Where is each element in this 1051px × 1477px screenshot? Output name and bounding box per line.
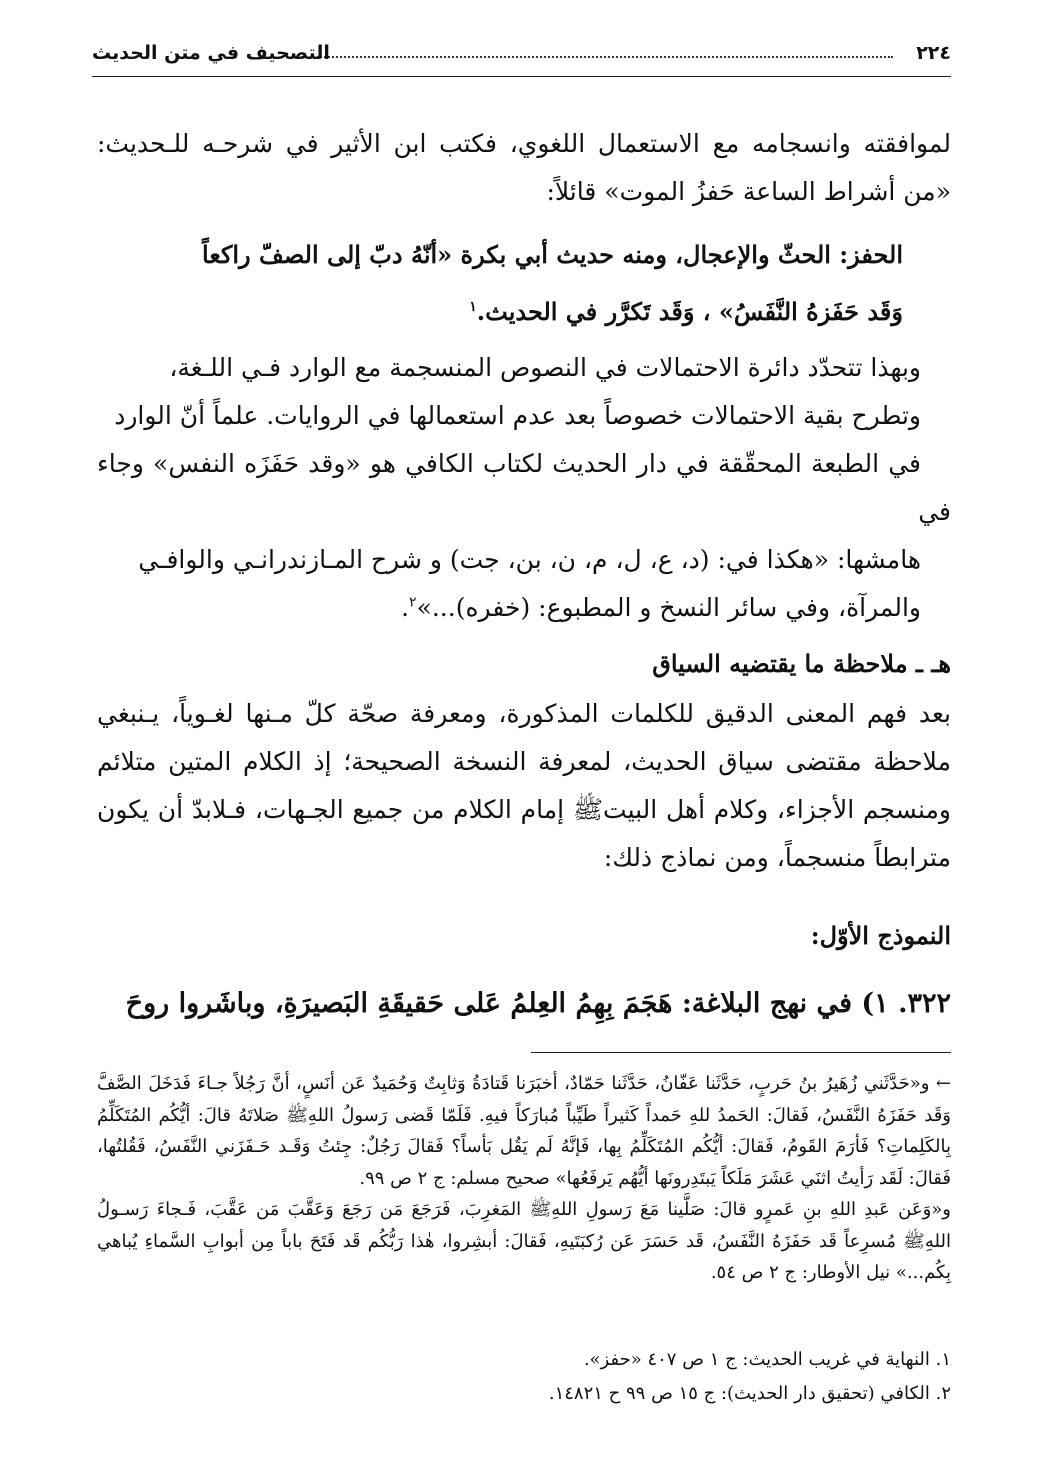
paragraph-2-end: .: [401, 593, 410, 622]
footnote-continued-text: ← و«حَدَّثَني زُهَيرُ بنُ حَربٍ، حَدَّثَنا عَفّانُ، حَدَّثَنا حَمّادٌ، أخبَرَنا قَتادَةُ وَثابِتٌ وَحُمَيدٌ عَن أنَسٍ، أنَّ رَجُلاً جـاءَ فَدَخَلَ الصَّفَّ وَقَد حَفَزَهُ النَّفَسُ، فَقالَ: الحَمدُ للهِ حَمداً كَثيراً طَيِّباً مُبارَكاً فيهِ. فَلَمّا قَضى رَسولُ اللهِﷺ صَلاتَهُ قالَ: أيُّكُم المُتَكَلِّمُ بِالكَلِماتِ؟ فَأرَمَ القَومُ، فَقالَ: أيُّكُم المُتَكَلِّمُ بِها، فَإنَّهُ لَم يَقُل بَأساً؟ فَقالَ رَجُلٌ: جِئتُ وَقَـد حَـفَزَني النَّفَسُ، فَقُلتُها، فَقالَ: لَقَد رَأيتُ اثنَي عَشَرَ مَلَكاً يَبتَدِرونَها أيُّهُم يَرفَعُها» صحيح مسلم: ج ٢ ص ٩٩.: [97, 1073, 951, 1189]
footnote-ref-2: ٢: [409, 594, 417, 611]
paragraph-2-line-1: وبهذا تتحدّد دائرة الاحتمالات في النصوص المنسجمة مع الوارد فـي اللـغة،: [169, 353, 921, 382]
paragraph-2: [97, 344, 951, 632]
sample-heading: النموذج الأوّل:: [810, 921, 951, 950]
paragraph-3: بعد فهم المعنى الدقيق للكلمات المذكورة، ومعرفة صحّة كلّ مـنها لغـوياً، يـنبغي ملاحظة مقتضى سياق الحديث، لمعرفة النسخة الصحيحة؛ إذ الكلام المتين متلائم ومنسجم الأجزاء، وكلام أهل البيتﷺ إمام الكلام من جميع الجـهات، فـلابدّ أن يكون مترابطاً منسجماً، ومن نماذج ذلك:: [97, 699, 951, 872]
running-title: التصحيف في متن الحديث: [92, 42, 330, 64]
running-header: [92, 36, 951, 70]
footnote-ref-1: ١: [469, 299, 477, 315]
quote-block: [97, 226, 903, 340]
footnotes-continued: [97, 1068, 951, 1289]
paragraph-2-line-3: في الطبعة المحقّقة في دار الحديث لكتاب الكافي هو «وقد حَفَزَه النفس» وجاء في: [97, 449, 951, 526]
footnote-1: ١. النهاية في غريب الحديث: ج ١ ص ٤٠٧ «حفز».: [583, 1349, 951, 1370]
page-number: ٢٢٤: [916, 42, 951, 64]
paragraph-2-line-5-text: والمرآة، وفي سائر النسخ و المطبوع: (خفره)...»: [416, 593, 921, 622]
section-heading: هـ ـ ملاحظة ما يقتضيه السياق: [652, 649, 951, 678]
paragraph-2-line-4: هامشها: «هكذا في: (د، ع، ل، م، ن، بن، جت) و شرح المـازندرانـي والوافـي: [138, 545, 921, 574]
example-322: ٣٢٢. ١) في نهج البلاغة: هَجَمَ بِهِمُ العِلمُ عَلى حَقيقَةِ البَصيرَةِ، وباشَروا روحَ: [125, 988, 951, 1019]
quote-line-1: الحفز: الحثّ والإعجال، ومنه حديث أبي بكرة «أنّهُ دبّ إلى الصفّ راكعاً: [202, 240, 903, 269]
footnote-list: [97, 1343, 951, 1411]
quote-line-2: [97, 283, 903, 340]
footnote-2: ٢. الكافي (تحقيق دار الحديث): ج ١٥ ص ٩٩ ح ١٤٨٢١.: [548, 1383, 951, 1404]
footnote-second-text: و«وَعَن عَبدِ اللهِ بنِ عَمرٍو قالَ: صَلَّينا مَعَ رَسولِ اللهِﷺ المَغرِبَ، فَرَجَعَ مَن رَجَعَ وَعَقَّبَ مَن عَقَّبَ، فَـجاءَ رَسـولُ اللهِﷺ مُسرِعاً قَد حَفَزَهُ النَّفَسُ، قَد حَسَرَ عَن رُكبَتَيهِ، فَقالَ: أبشِروا، هٰذا رَبُّكُم قَد فَتَحَ باباً مِن أبوابِ السَّماءِ يُباهي بِكُم...» نيل الأوطار: ج ٢ ص ٥٤.: [97, 1199, 951, 1283]
paragraph-2-line-5: [97, 584, 951, 632]
footnote-separator: [531, 1052, 951, 1053]
quote-line-2-text: وَقَد حَفَزهُ النَّفَسُ» ، وَقَد تَكرَّر في الحديث.: [476, 297, 903, 326]
leader-dots: [317, 56, 893, 58]
paragraph-1: لموافقته وانسجامه مع الاستعمال اللغوي، فكتب ابن الأثير في شرحـه للـحديث: «من أشراط الساعة حَفزُ الموت» قائلاً:: [97, 129, 951, 206]
paragraph-2-line-2: وتطرح بقية الاحتمالات خصوصاً بعد عدم استعمالها في الروايات. علماً أنّ الوارد: [114, 401, 921, 430]
header-rule: [92, 76, 951, 77]
